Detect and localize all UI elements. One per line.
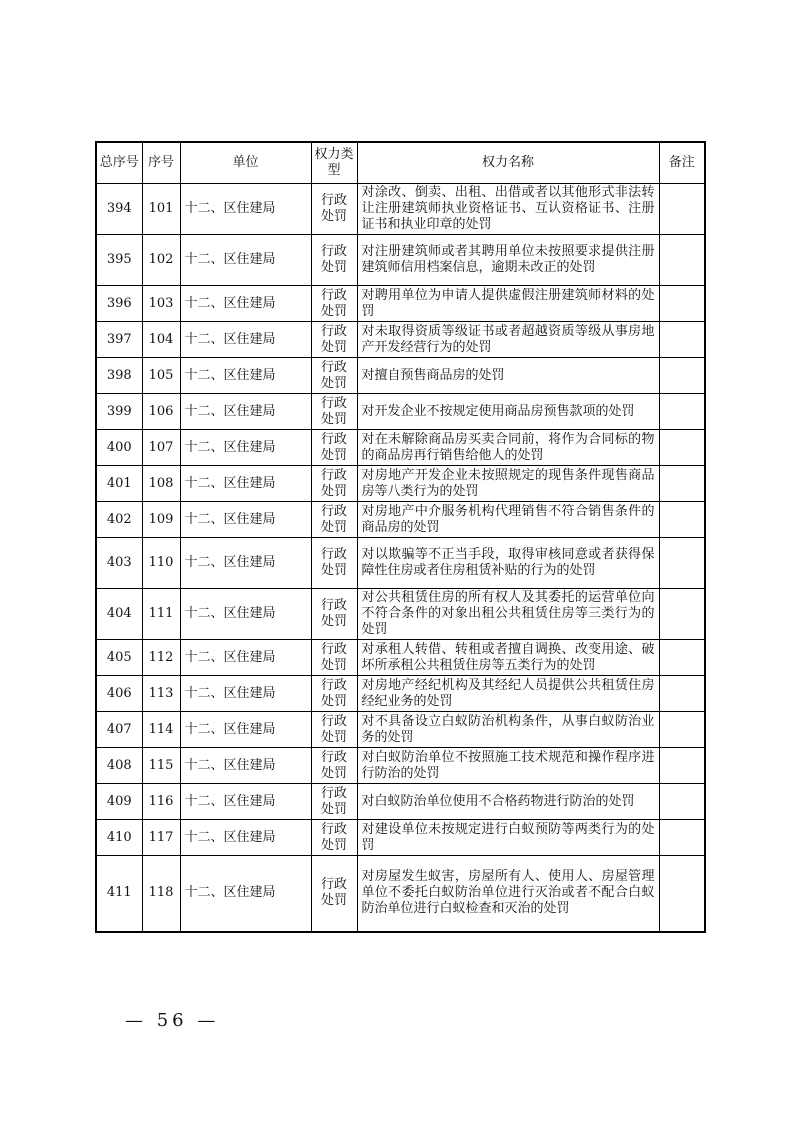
- table-row: [96, 235, 705, 286]
- cell-unit: 十二、区住建局: [180, 235, 311, 286]
- table-header-row: [96, 142, 705, 184]
- table-row: [96, 712, 705, 748]
- cell-remarks: [659, 676, 705, 712]
- table-row: [96, 640, 705, 676]
- cell-power-name: 对建设单位未按规定进行白蚁预防等两类行为的处罚: [357, 820, 659, 856]
- cell-remarks: [659, 394, 705, 430]
- table-row: [96, 394, 705, 430]
- table-row: [96, 589, 705, 640]
- cell-total-number: 396: [96, 286, 142, 322]
- cell-power-type: 行政处罚: [311, 358, 357, 394]
- cell-power-name: 对不具备设立白蚁防治机构条件，从事白蚁防治业务的处罚: [357, 712, 659, 748]
- cell-power-name: 对注册建筑师或者其聘用单位未按照要求提供注册建筑师信用档案信息，逾期未改正的处罚: [357, 235, 659, 286]
- cell-unit: 十二、区住建局: [180, 640, 311, 676]
- table-row: [96, 430, 705, 466]
- cell-power-type: 行政处罚: [311, 430, 357, 466]
- table-row: [96, 748, 705, 784]
- cell-sequence-number: 102: [142, 235, 180, 286]
- cell-sequence-number: 115: [142, 748, 180, 784]
- cell-power-type: 行政处罚: [311, 856, 357, 932]
- cell-remarks: [659, 466, 705, 502]
- cell-unit: 十二、区住建局: [180, 856, 311, 932]
- cell-remarks: [659, 358, 705, 394]
- table-row: [96, 358, 705, 394]
- cell-remarks: [659, 784, 705, 820]
- table-row: [96, 184, 705, 235]
- cell-sequence-number: 118: [142, 856, 180, 932]
- cell-power-name: 对房地产开发企业未按照规定的现售条件现售商品房等八类行为的处罚: [357, 466, 659, 502]
- cell-remarks: [659, 538, 705, 589]
- cell-sequence-number: 109: [142, 502, 180, 538]
- header-sequence-number: 序号: [142, 142, 180, 184]
- cell-unit: 十二、区住建局: [180, 286, 311, 322]
- cell-power-type: 行政处罚: [311, 784, 357, 820]
- cell-sequence-number: 111: [142, 589, 180, 640]
- cell-sequence-number: 114: [142, 712, 180, 748]
- cell-power-name: 对在未解除商品房买卖合同前，将作为合同标的物的商品房再行销售给他人的处罚: [357, 430, 659, 466]
- cell-sequence-number: 116: [142, 784, 180, 820]
- cell-total-number: 400: [96, 430, 142, 466]
- cell-total-number: 404: [96, 589, 142, 640]
- header-power-type: 权力类型: [311, 142, 357, 184]
- cell-power-name: 对聘用单位为申请人提供虚假注册建筑师材料的处罚: [357, 286, 659, 322]
- cell-unit: 十二、区住建局: [180, 676, 311, 712]
- cell-sequence-number: 112: [142, 640, 180, 676]
- cell-sequence-number: 110: [142, 538, 180, 589]
- page-number: — 56 —: [125, 1010, 220, 1031]
- cell-total-number: 408: [96, 748, 142, 784]
- cell-power-type: 行政处罚: [311, 748, 357, 784]
- cell-sequence-number: 103: [142, 286, 180, 322]
- cell-power-name: 对涂改、倒卖、出租、出借或者以其他形式非法转让注册建筑师执业资格证书、互认资格证书、注册证书和执业印章的处罚: [357, 184, 659, 235]
- cell-remarks: [659, 589, 705, 640]
- cell-power-name: 对承租人转借、转租或者擅自调换、改变用途、破坏所承租公共租赁住房等五类行为的处罚: [357, 640, 659, 676]
- cell-unit: 十二、区住建局: [180, 538, 311, 589]
- cell-power-name: 对房屋发生蚁害，房屋所有人、使用人、房屋管理单位不委托白蚁防治单位进行灭治或者不配合白蚁防治单位进行白蚁检查和灭治的处罚: [357, 856, 659, 932]
- cell-sequence-number: 105: [142, 358, 180, 394]
- cell-unit: 十二、区住建局: [180, 712, 311, 748]
- cell-sequence-number: 104: [142, 322, 180, 358]
- cell-unit: 十二、区住建局: [180, 784, 311, 820]
- cell-total-number: 399: [96, 394, 142, 430]
- cell-remarks: [659, 748, 705, 784]
- table-row: [96, 676, 705, 712]
- cell-unit: 十二、区住建局: [180, 358, 311, 394]
- table-row: [96, 502, 705, 538]
- cell-power-type: 行政处罚: [311, 640, 357, 676]
- cell-power-type: 行政处罚: [311, 676, 357, 712]
- cell-power-type: 行政处罚: [311, 184, 357, 235]
- cell-remarks: [659, 235, 705, 286]
- cell-total-number: 405: [96, 640, 142, 676]
- cell-remarks: [659, 322, 705, 358]
- cell-power-type: 行政处罚: [311, 712, 357, 748]
- cell-power-type: 行政处罚: [311, 286, 357, 322]
- cell-total-number: 397: [96, 322, 142, 358]
- cell-total-number: 410: [96, 820, 142, 856]
- cell-total-number: 406: [96, 676, 142, 712]
- cell-remarks: [659, 820, 705, 856]
- table-row: [96, 322, 705, 358]
- cell-power-name: 对开发企业不按规定使用商品房预售款项的处罚: [357, 394, 659, 430]
- cell-sequence-number: 101: [142, 184, 180, 235]
- cell-sequence-number: 113: [142, 676, 180, 712]
- power-list-table: [95, 141, 706, 933]
- cell-power-type: 行政处罚: [311, 235, 357, 286]
- cell-total-number: 403: [96, 538, 142, 589]
- table-row: [96, 286, 705, 322]
- cell-power-type: 行政处罚: [311, 502, 357, 538]
- cell-total-number: 411: [96, 856, 142, 932]
- cell-power-type: 行政处罚: [311, 466, 357, 502]
- table-row: [96, 466, 705, 502]
- cell-total-number: 409: [96, 784, 142, 820]
- cell-unit: 十二、区住建局: [180, 430, 311, 466]
- cell-unit: 十二、区住建局: [180, 502, 311, 538]
- cell-power-name: 对未取得资质等级证书或者超越资质等级从事房地产开发经营行为的处罚: [357, 322, 659, 358]
- cell-power-type: 行政处罚: [311, 394, 357, 430]
- cell-sequence-number: 106: [142, 394, 180, 430]
- cell-unit: 十二、区住建局: [180, 184, 311, 235]
- cell-power-name: 对房地产中介服务机构代理销售不符合销售条件的商品房的处罚: [357, 502, 659, 538]
- cell-unit: 十二、区住建局: [180, 589, 311, 640]
- table-row: [96, 856, 705, 932]
- cell-power-type: 行政处罚: [311, 589, 357, 640]
- cell-total-number: 407: [96, 712, 142, 748]
- cell-remarks: [659, 640, 705, 676]
- cell-total-number: 394: [96, 184, 142, 235]
- cell-total-number: 401: [96, 466, 142, 502]
- table-row: [96, 784, 705, 820]
- cell-unit: 十二、区住建局: [180, 394, 311, 430]
- cell-unit: 十二、区住建局: [180, 322, 311, 358]
- cell-sequence-number: 117: [142, 820, 180, 856]
- cell-power-name: 对以欺骗等不正当手段，取得审核同意或者获得保障性住房或者住房租赁补贴的行为的处罚: [357, 538, 659, 589]
- cell-remarks: [659, 856, 705, 932]
- cell-remarks: [659, 712, 705, 748]
- table-body: [96, 184, 705, 932]
- cell-total-number: 395: [96, 235, 142, 286]
- cell-remarks: [659, 184, 705, 235]
- cell-unit: 十二、区住建局: [180, 466, 311, 502]
- cell-remarks: [659, 430, 705, 466]
- cell-power-type: 行政处罚: [311, 538, 357, 589]
- table-row: [96, 538, 705, 589]
- cell-sequence-number: 107: [142, 430, 180, 466]
- cell-power-name: 对白蚁防治单位不按照施工技术规范和操作程序进行防治的处罚: [357, 748, 659, 784]
- cell-remarks: [659, 286, 705, 322]
- cell-power-name: 对公共租赁住房的所有权人及其委托的运营单位向不符合条件的对象出租公共租赁住房等三类行为的处罚: [357, 589, 659, 640]
- cell-total-number: 398: [96, 358, 142, 394]
- header-total-number: 总序号: [96, 142, 142, 184]
- cell-power-type: 行政处罚: [311, 820, 357, 856]
- header-remarks: 备注: [659, 142, 705, 184]
- cell-power-name: 对房地产经纪机构及其经纪人员提供公共租赁住房经纪业务的处罚: [357, 676, 659, 712]
- cell-unit: 十二、区住建局: [180, 748, 311, 784]
- table-row: [96, 820, 705, 856]
- cell-remarks: [659, 502, 705, 538]
- cell-total-number: 402: [96, 502, 142, 538]
- cell-power-name: 对擅自预售商品房的处罚: [357, 358, 659, 394]
- cell-power-name: 对白蚁防治单位使用不合格药物进行防治的处罚: [357, 784, 659, 820]
- cell-unit: 十二、区住建局: [180, 820, 311, 856]
- header-power-name: 权力名称: [357, 142, 659, 184]
- cell-sequence-number: 108: [142, 466, 180, 502]
- header-unit: 单位: [180, 142, 311, 184]
- cell-power-type: 行政处罚: [311, 322, 357, 358]
